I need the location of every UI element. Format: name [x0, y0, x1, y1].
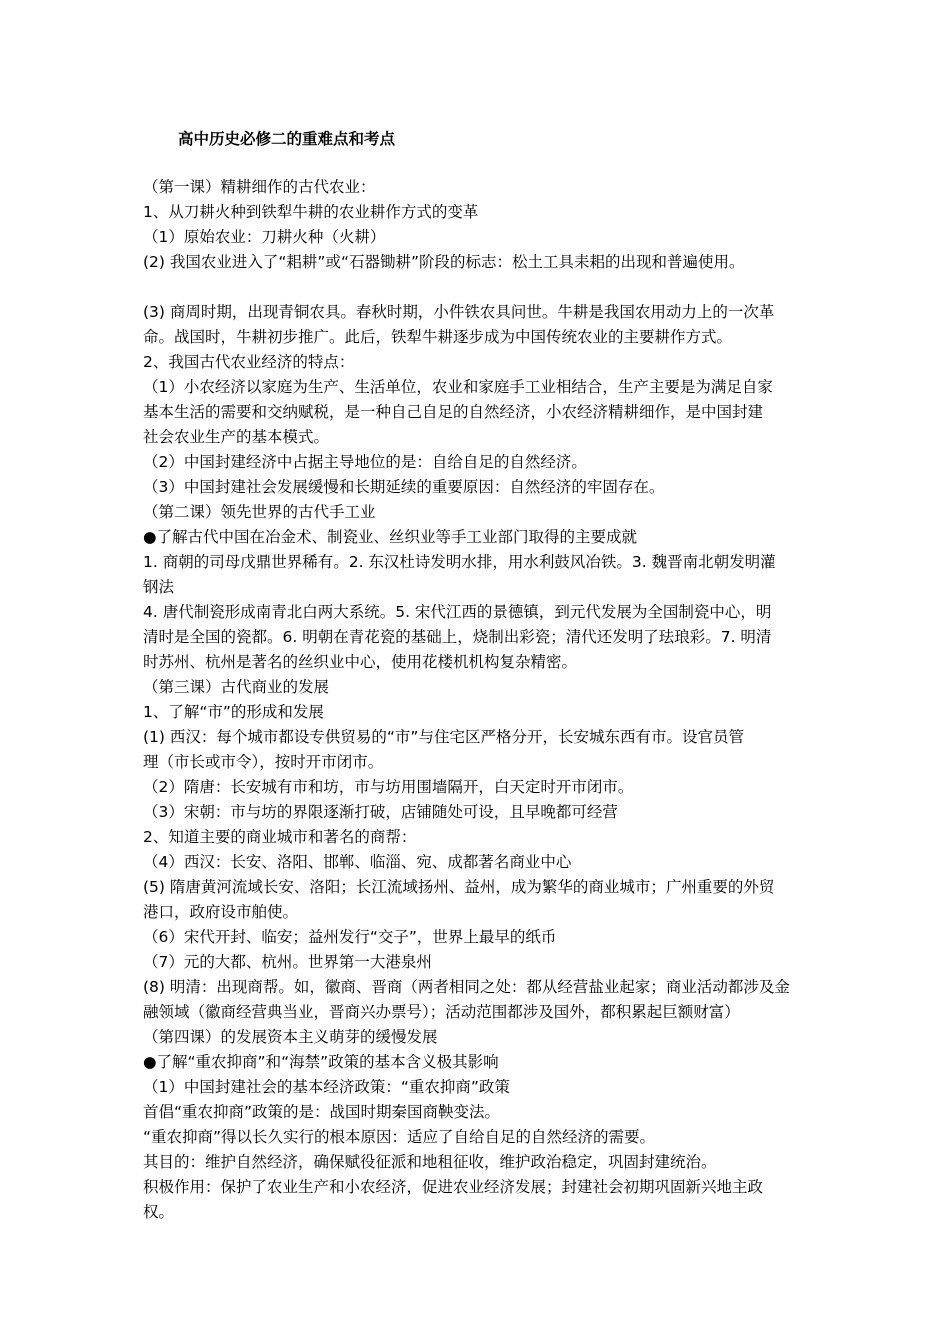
text-line: (3) 商周时期，出现青铜农具。春秋时期，小件铁农具问世。牛耕是我国农用动力上的一次革	[143, 303, 775, 321]
text-line: 时苏州、杭州是著名的丝织业中心，使用花楼机机构复杂精密。	[143, 653, 578, 671]
text-line: （第三课）古代商业的发展	[143, 678, 330, 696]
text-line: 首倡“重农抑商”政策的是：战国时期秦国商鞅变法。	[143, 1103, 501, 1121]
text-line: （1）中国封建社会的基本经济政策：“重农抑商”政策	[143, 1078, 510, 1096]
text-line: 权。	[143, 1203, 175, 1221]
text-line: 4. 唐代制瓷形成南青北白两大系统。5. 宋代江西的景德镇，到元代发展为全国制瓷中心，明	[143, 603, 772, 621]
text-line: （4）西汉：长安、洛阳、邯郸、临淄、宛、成都著名商业中心	[143, 853, 572, 871]
text-line: 1、了解“市”的形成和发展	[143, 703, 324, 721]
text-line: （第二课）领先世界的古代手工业	[143, 503, 376, 521]
text-line: （第一课）精耕细作的古代农业：	[143, 178, 376, 196]
text-line: （3）中国封建社会发展缓慢和长期延续的重要原因：自然经济的牢固存在。	[143, 478, 665, 496]
text-line: 港口，政府设市舶使。	[143, 903, 299, 921]
text-line: （7）元的大都、杭州。世界第一大港泉州	[143, 953, 432, 971]
text-line: “重农抑商”得以长久实行的根本原因：适应了自给自足的自然经济的需要。	[143, 1128, 656, 1146]
text-line: ●了解古代中国在冶金术、制瓷业、丝织业等手工业部门取得的主要成就	[143, 528, 638, 546]
text-line: （6）宋代开封、临安；益州发行“交子”，世界上最早的纸币	[143, 928, 557, 946]
text-line: （1）小农经济以家庭为生产、生活单位，农业和家庭手工业相结合，生产主要是为满足自家	[143, 378, 773, 396]
text-line: (1) 西汉：每个城市都设专供贸易的“市”与住宅区严格分开，长安城东西有市。设官员管	[143, 728, 744, 746]
text-line: 钢法	[143, 578, 175, 596]
text-line: ●了解“重农抑商”和“海禁”政策的基本含义极其影响	[143, 1053, 499, 1071]
text-line: （1）原始农业：刀耕火种（火耕）	[143, 228, 386, 246]
text-line: （2）隋唐：长安城有市和坊，市与坊用围墙隔开，白天定时开市闭市。	[143, 778, 634, 796]
text-line: （2）中国封建经济中占据主导地位的是：自给自足的自然经济。	[143, 453, 587, 471]
text-line: 社会农业生产的基本模式。	[143, 428, 330, 446]
text-line: 2、知道主要的商业城市和著名的商帮：	[143, 828, 417, 846]
text-line: (8) 明清：出现商帮。如，徽商、晋商（两者相同之处：都从经营盐业起家；商业活动都涉及金	[143, 978, 790, 996]
text-line: 其目的：维护自然经济，确保赋役征派和地租征收，维护政治稳定，巩固封建统治。	[143, 1153, 717, 1171]
text-line: （3）宋朝：市与坊的界限逐渐打破，店铺随处可设，且早晚都可经营	[143, 803, 618, 821]
text-line: (2) 我国农业进入了“耜耕”或“石器锄耕”阶段的标志：松土工具耒耜的出现和普遍使用。	[143, 253, 745, 271]
text-line: 积极作用：保护了农业生产和小农经济，促进农业经济发展；封建社会初期巩固新兴地主政	[143, 1178, 764, 1196]
document-title: 高中历史必修二的重难点和考点	[178, 130, 396, 148]
text-line: 理（市长或市令），按时开市闭市。	[143, 753, 384, 771]
text-line: （第四课）的发展资本主义萌芽的缓慢发展	[143, 1028, 438, 1046]
document-body	[143, 175, 823, 1225]
text-line: 清时是全国的瓷都。6. 明朝在青花瓷的基础上，烧制出彩瓷；清代还发明了珐琅彩。7. 明清	[143, 628, 772, 646]
text-line: (5) 隋唐黄河流域长安、洛阳；长江流域扬州、益州，成为繁华的商业城市；广州重要的外贸	[143, 878, 775, 896]
text-line: 命。战国时，牛耕初步推广。此后，铁犁牛耕逐步成为中国传统农业的主要耕作方式。	[143, 328, 733, 346]
text-line: 融领域（徽商经营典当业，晋商兴办票号）；活动范围都涉及国外，都积累起巨额财富）	[143, 1003, 740, 1021]
text-line: 1、从刀耕火种到铁犁牛耕的农业耕作方式的变革	[143, 203, 479, 221]
text-line: 1. 商朝的司母戊鼎世界稀有。2. 东汉杜诗发明水排，用水利鼓风冶铁。3. 魏晋南北朝发明灌	[143, 553, 776, 571]
text-line: 基本生活的需要和交纳赋税，是一种自己自足的自然经济，小农经济精耕细作，是中国封建	[143, 403, 764, 421]
blank-line	[143, 275, 823, 300]
text-line: 2、我国古代农业经济的特点：	[143, 353, 355, 371]
